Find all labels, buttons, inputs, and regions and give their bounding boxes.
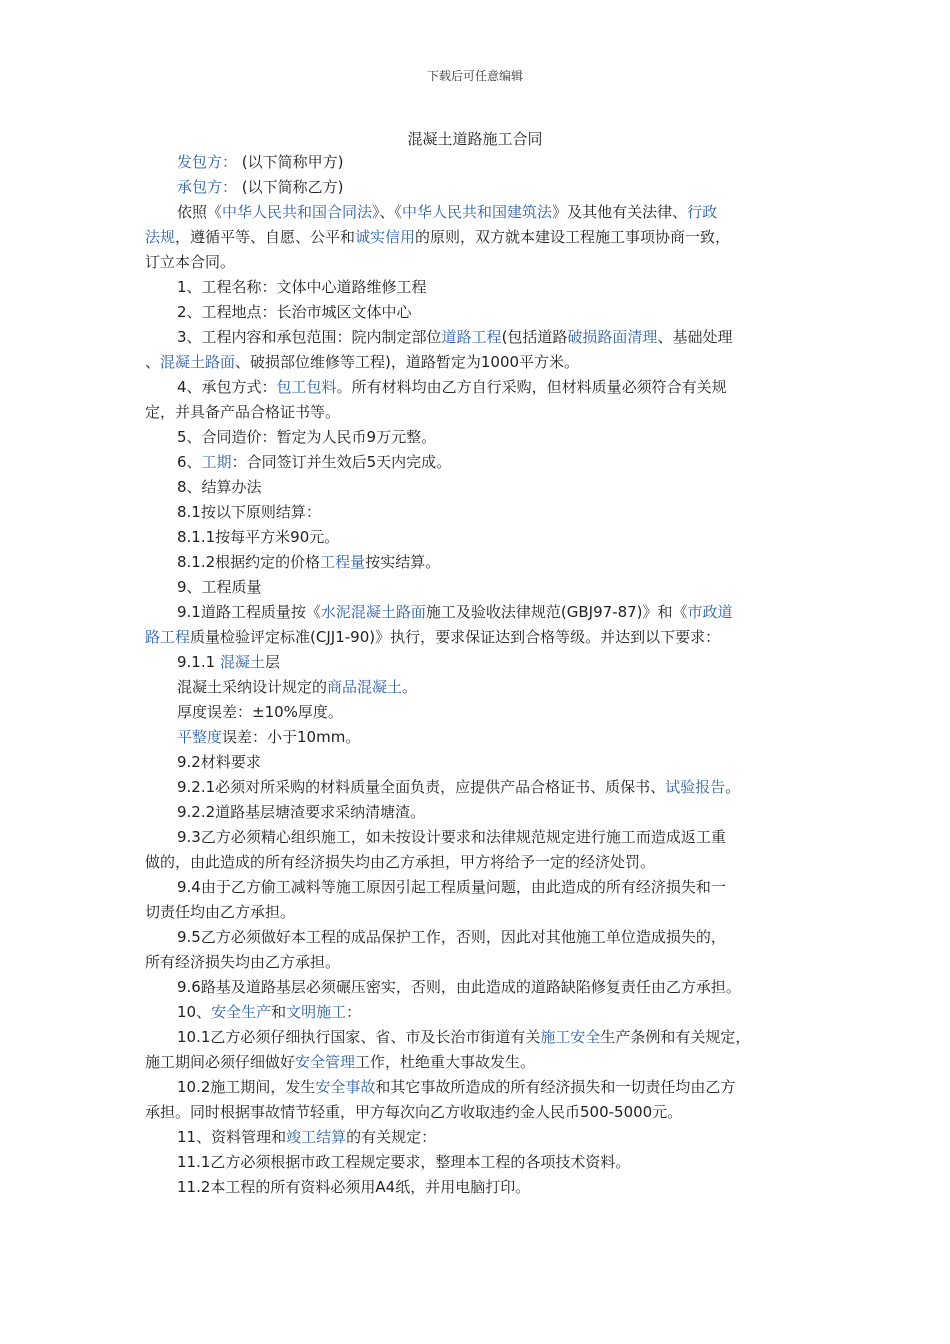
- line-text: 11.1乙方必须根据市政工程规定要求，整理本工程的各项技术资料。: [177, 1153, 631, 1171]
- contract-line: [145, 175, 810, 200]
- line-text: 生产条例和有关规定，: [600, 1028, 751, 1046]
- line-text: 、破损部位维修等工程)，道路暂定为1000平方米。: [235, 353, 580, 371]
- line-text: 。所有材料均由乙方自行采购，但材料质量必须符合有关规: [336, 378, 727, 396]
- contract-line: [145, 1050, 810, 1075]
- term-link[interactable]: 路工程: [145, 628, 191, 646]
- term-link[interactable]: 行政: [687, 203, 718, 221]
- line-text: 9.3乙方必须精心组织施工，如未按设计要求和法律规范规定进行施工而造成返工重: [177, 828, 726, 846]
- contract-line: [145, 1000, 810, 1025]
- line-text: 8.1.1按每平方米90元。: [177, 528, 340, 546]
- document-title: 混凝土道路施工合同: [407, 130, 543, 148]
- term-link[interactable]: 包工包料: [276, 378, 337, 396]
- contract-line: [145, 200, 810, 225]
- line-text: 8、结算办法: [177, 478, 262, 496]
- term-link[interactable]: 中华人民共和国合同法: [222, 203, 373, 221]
- contract-line: [145, 575, 810, 600]
- contract-line: [145, 225, 810, 250]
- contract-line: [145, 625, 810, 650]
- term-link[interactable]: 商品混凝土: [327, 678, 403, 696]
- line-text: 、: [145, 353, 161, 371]
- line-text: 、基础处理: [657, 328, 733, 346]
- contract-line: [145, 400, 810, 425]
- line-text: 。: [402, 678, 418, 696]
- line-text: 9、工程质量: [177, 578, 262, 596]
- line-text: ：合同签订并生效后5天内完成。: [231, 453, 452, 471]
- line-text: ，遵循平等、自愿、公平和: [175, 228, 356, 246]
- line-text: 9.4由于乙方偷工减料等施工原因引起工程质量问题，由此造成的所有经济损失和一: [177, 878, 726, 896]
- term-link[interactable]: 市政道: [687, 603, 733, 621]
- contract-line: [145, 800, 810, 825]
- contract-line: [145, 650, 810, 675]
- line-text: 的有关规定：: [346, 1128, 437, 1146]
- line-text: 9.5乙方必须做好本工程的成品保护工作，否则，因此对其他施工单位造成损失的，: [177, 928, 726, 946]
- line-text: 3、工程内容和承包范围：院内制定部位: [177, 328, 442, 346]
- line-text: 承担。同时根据事故情节轻重，甲方每次向乙方收取违约金人民币500-5000元。: [145, 1103, 683, 1121]
- contract-line: [145, 525, 810, 550]
- contract-line: [145, 1025, 810, 1050]
- contract-line: [145, 1100, 810, 1125]
- line-text: 施工及验收法律规范(GBJ97-87)》和《: [425, 603, 688, 621]
- contract-line: [145, 375, 810, 400]
- contract-body: [145, 150, 810, 1200]
- term-link[interactable]: 试验报告: [665, 778, 726, 796]
- term-link[interactable]: 发包方：: [177, 153, 238, 171]
- term-link[interactable]: 水泥混凝土路面: [320, 603, 426, 621]
- line-text: 10.2施工期间，发生: [177, 1078, 316, 1096]
- line-text: 9.2.2道路基层塘渣要求采纳清塘渣。: [177, 803, 426, 821]
- line-text: ：: [346, 1003, 362, 1021]
- term-link[interactable]: 道路工程: [441, 328, 502, 346]
- contract-line: [145, 350, 810, 375]
- term-link[interactable]: 竣工结算: [286, 1128, 347, 1146]
- term-link[interactable]: 工程量: [320, 553, 366, 571]
- contract-line: [145, 325, 810, 350]
- line-text: 做的，由此造成的所有经济损失均由乙方承担，甲方将给予一定的经济处罚。: [145, 853, 656, 871]
- contract-line: [145, 550, 810, 575]
- term-link[interactable]: 安全管理: [295, 1053, 356, 1071]
- line-text: 9.2材料要求: [177, 753, 261, 771]
- term-link[interactable]: 混凝土路面: [160, 353, 236, 371]
- contract-line: [145, 825, 810, 850]
- line-text: 8.1按以下原则结算：: [177, 503, 321, 521]
- line-text: (以下简称乙方): [237, 178, 344, 196]
- contract-line: [145, 700, 810, 725]
- term-link[interactable]: 法规: [145, 228, 176, 246]
- contract-line: [145, 500, 810, 525]
- contract-line: [145, 425, 810, 450]
- contract-line: [145, 300, 810, 325]
- line-text: 11、资料管理和: [177, 1128, 287, 1146]
- contract-line: [145, 275, 810, 300]
- line-text: (包括道路: [501, 328, 568, 346]
- contract-line: [145, 250, 810, 275]
- contract-line: [145, 850, 810, 875]
- line-text: 8.1.2根据约定的价格: [177, 553, 321, 571]
- line-text: 切责任均由乙方承担。: [145, 903, 296, 921]
- contract-line: [145, 1175, 810, 1200]
- line-text: 9.6路基及道路基层必须碾压密实，否则，由此造成的道路缺陷修复责任由乙方承担。: [177, 978, 741, 996]
- line-text: 1、工程名称：文体中心道路维修工程: [177, 278, 427, 296]
- line-text: 所有经济损失均由乙方承担。: [145, 953, 341, 971]
- line-text: 按实结算。: [365, 553, 441, 571]
- term-link[interactable]: 平整度: [177, 728, 223, 746]
- line-text: 依照《: [177, 203, 223, 221]
- contract-line: [145, 975, 810, 1000]
- contract-line: [145, 725, 810, 750]
- contract-line: [145, 950, 810, 975]
- contract-line: [145, 475, 810, 500]
- line-text: 定，并具备产品合格证书等。: [145, 403, 341, 421]
- contract-line: [145, 675, 810, 700]
- term-link[interactable]: 安全事故: [315, 1078, 376, 1096]
- line-text: 》及其他有关法律、: [552, 203, 688, 221]
- contract-line: [145, 1125, 810, 1150]
- line-text: 2、工程地点：长治市城区文体中心: [177, 303, 412, 321]
- term-link[interactable]: 文明施工: [286, 1003, 347, 1021]
- line-text: 9.1道路工程质量按《: [177, 603, 321, 621]
- line-text: 6、: [177, 453, 202, 471]
- contract-line: [145, 1075, 810, 1100]
- line-text: 5、合同造价：暂定为人民币9万元整。: [177, 428, 437, 446]
- line-text: 的原则，双方就本建设工程施工事项协商一致，: [415, 228, 731, 246]
- contract-line: [145, 925, 810, 950]
- line-text: 混凝土采纳设计规定的: [177, 678, 328, 696]
- line-text: 层: [264, 653, 280, 671]
- contract-line: [145, 450, 810, 475]
- line-text: 施工期间必须仔细做好: [145, 1053, 296, 1071]
- line-text: 。: [725, 778, 741, 796]
- term-link[interactable]: 混凝土: [219, 653, 265, 671]
- contract-line: [145, 150, 810, 175]
- term-link[interactable]: 承包方：: [177, 178, 238, 196]
- line-text: 误差：小于10mm。: [222, 728, 361, 746]
- line-text: 质量检验评定标准(CJJ1-90)》执行，要求保证达到合格等级。并达到以下要求：: [190, 628, 721, 646]
- term-link[interactable]: 安全生产: [211, 1003, 272, 1021]
- line-text: 9.2.1必须对所采购的材料质量全面负责，应提供产品合格证书、质保书、: [177, 778, 666, 796]
- line-text: 厚度误差：±10%厚度。: [177, 703, 343, 721]
- line-text: 10.1乙方必须仔细执行国家、省、市及长治市街道有关: [177, 1028, 541, 1046]
- line-text: 工作，杜绝重大事故发生。: [355, 1053, 536, 1071]
- term-link[interactable]: 中华人民共和国建筑法: [402, 203, 553, 221]
- line-text: 和: [271, 1003, 287, 1021]
- line-text: 》、《: [372, 203, 403, 221]
- line-text: 订立本合同。: [145, 253, 236, 271]
- contract-line: [145, 875, 810, 900]
- line-text: 11.2本工程的所有资料必须用A4纸，并用电脑打印。: [177, 1178, 531, 1196]
- contract-line: [145, 775, 810, 800]
- line-text: 10、: [177, 1003, 212, 1021]
- term-link[interactable]: 破损路面清理: [567, 328, 658, 346]
- contract-line: [145, 1150, 810, 1175]
- contract-line: [145, 900, 810, 925]
- contract-line: [145, 600, 810, 625]
- line-text: 9.1.1: [177, 653, 220, 671]
- line-text: (以下简称甲方): [237, 153, 344, 171]
- line-text: 和其它事故所造成的所有经济损失和一切责任均由乙方: [375, 1078, 736, 1096]
- line-text: 4、承包方式：: [177, 378, 277, 396]
- contract-line: [145, 750, 810, 775]
- term-link[interactable]: 工期: [201, 453, 232, 471]
- term-link[interactable]: 诚实信用: [355, 228, 416, 246]
- header-note: 下载后可任意编辑: [426, 69, 523, 83]
- term-link[interactable]: 施工安全: [540, 1028, 601, 1046]
